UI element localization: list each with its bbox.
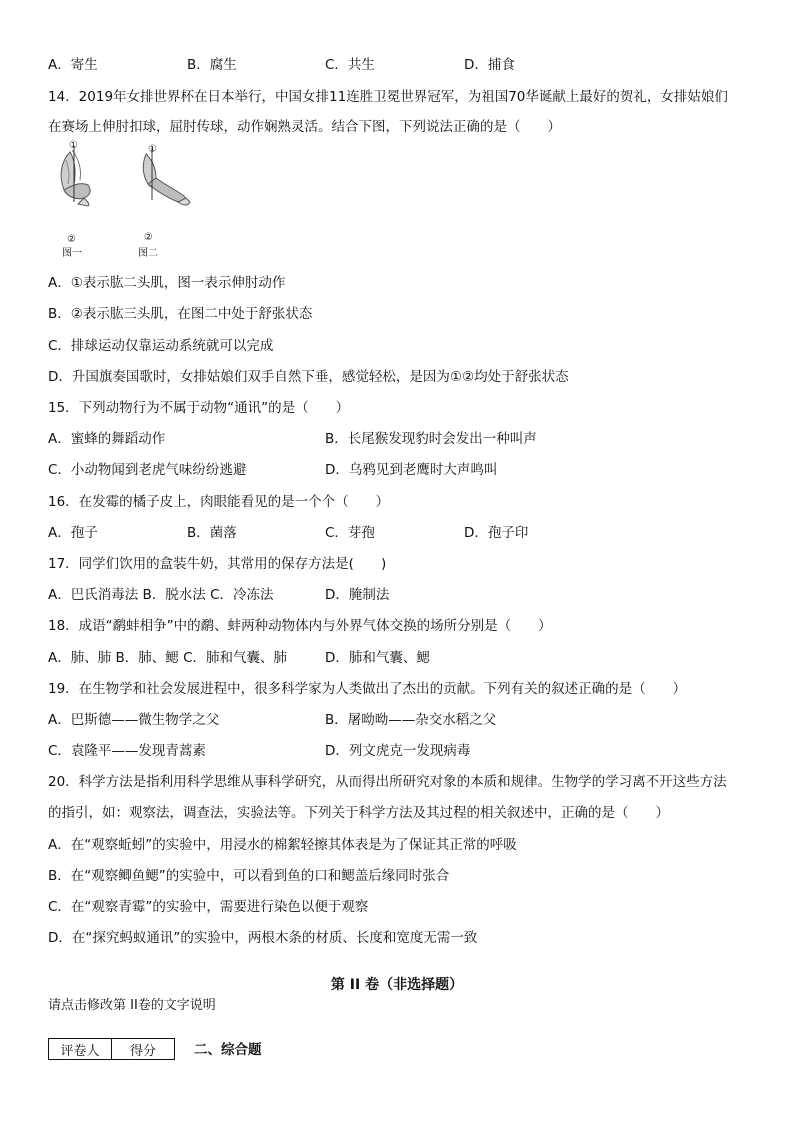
q15-option-a: A．蜜蜂的舞蹈动作 [48,431,166,447]
q18-stem: 18．成语“鹬蚌相争”中的鹬、蚌两种动物体内与外界气体交换的场所分别是（ ） [48,618,552,634]
fig2-label-2: ② [144,232,153,243]
fig1-label-1: ① [69,140,78,151]
q20-option-b: B．在“观察鲫鱼鳃”的实验中，可以看到鱼的口和鳃盖后缘同时张合 [48,868,450,884]
q20-stem-line2: 的指引，如：观察法，调查法，实验法等。下列关于科学方法及其过程的相关叙述中，正确的是（ ） [48,805,669,821]
q20-option-c: C．在“观察青霉”的实验中，需要进行染色以便于观察 [48,899,369,915]
score-table [48,1038,175,1060]
q15-stem: 15．下列动物行为不属于动物“通讯”的是（ ） [48,400,350,416]
q14-stem-line1: 14．2019年女排世界杯在日本举行，中国女排11连胜卫冕世界冠军，为祖国70华诞献上最好的贺礼，女排姑娘们 [48,89,728,105]
q18-options-abc: A．肺、肺 B．肺、鳃 C．肺和气囊、肺 [48,650,288,666]
score-cell [175,1039,176,1060]
score-label: 得分 [112,1039,175,1060]
q18-option-d: D．肺和气囊、鳃 [325,650,430,666]
part-title: 二、综合题 [194,1042,262,1058]
q20-option-a: A．在“观察蚯蚓”的实验中，用浸水的棉絮轻擦其体表是为了保证其正常的呼吸 [48,837,517,853]
q17-stem: 17．同学们饮用的盒装牛奶，其常用的保存方法是( ) [48,556,387,572]
q16-option-a: A．孢子 [48,525,98,541]
q14-option-c: C．排球运动仅靠运动系统就可以完成 [48,338,274,354]
q13-option-d: D．捕食 [464,57,515,73]
q19-option-a: A．巴斯德——微生物学之父 [48,712,220,728]
q13-option-c: C．共生 [325,57,375,73]
q13-option-a: A．寄生 [48,57,98,73]
q17-options-abc: A．巴氏消毒法 B．脱水法 C．冷冻法 [48,587,274,603]
q16-option-c: C．芽孢 [325,525,375,541]
q14-option-d: D．升国旗奏国歌时，女排姑娘们双手自然下垂，感觉轻松，是因为①②均处于舒张状态 [48,369,569,385]
q20-stem-line1: 20．科学方法是指利用科学思维从事科学研究，从而得出所研究对象的本质和规律。生物学的学习离不开这些方法 [48,774,727,790]
q15-option-c: C．小动物闻到老虎气味纷纷逃避 [48,462,247,478]
q20-option-d: D．在“探究蚂蚁通讯”的实验中，两根木条的材质、长度和宽度无需一致 [48,930,478,946]
q16-option-b: B．菌落 [187,525,237,541]
fig1-caption: 图一 [62,248,82,259]
q14-option-b: B．②表示肱三头肌，在图二中处于舒张状态 [48,306,313,322]
section-ii-title: 第 II 卷（非选择题） [330,977,464,993]
q19-option-d: D．列文虎克一发现病毒 [325,743,471,759]
q17-option-d: D．腌制法 [325,587,390,603]
q13-option-b: B．腐生 [187,57,237,73]
arm-muscle-diagram [48,140,208,265]
q19-option-b: B．屠呦呦——杂交水稻之父 [325,712,497,728]
arm-flexed-figure [61,146,90,206]
fig1-label-2: ② [67,234,76,245]
grader-label: 评卷人 [49,1039,112,1060]
q15-option-d: D．乌鸦见到老鹰时大声鸣叫 [325,462,498,478]
q14-stem-line2: 在赛场上伸肘扣球，屈肘传球，动作娴熟灵活。结合下图，下列说法正确的是（ ） [48,119,561,135]
q16-stem: 16．在发霉的橘子皮上，肉眼能看见的是一个个（ ） [48,494,390,510]
fig2-caption: 图二 [138,248,158,259]
q14-option-a: A．①表示肱二头肌，图一表示伸肘动作 [48,275,286,291]
q14-arm-figure [48,140,208,265]
q16-option-d: D．孢子印 [464,525,529,541]
section-ii-note[interactable]: 请点击修改第 II卷的文字说明 [48,998,216,1013]
fig2-label-1: ① [148,144,157,155]
q19-stem: 19．在生物学和社会发展进程中，很多科学家为人类做出了杰出的贡献。下列有关的叙述正确的是（ ） [48,681,687,697]
q15-option-b: B．长尾猴发现豹时会发出一种叫声 [325,431,537,447]
arm-extended-figure [143,148,190,205]
q19-option-c: C．袁隆平——发现青蒿素 [48,743,206,759]
